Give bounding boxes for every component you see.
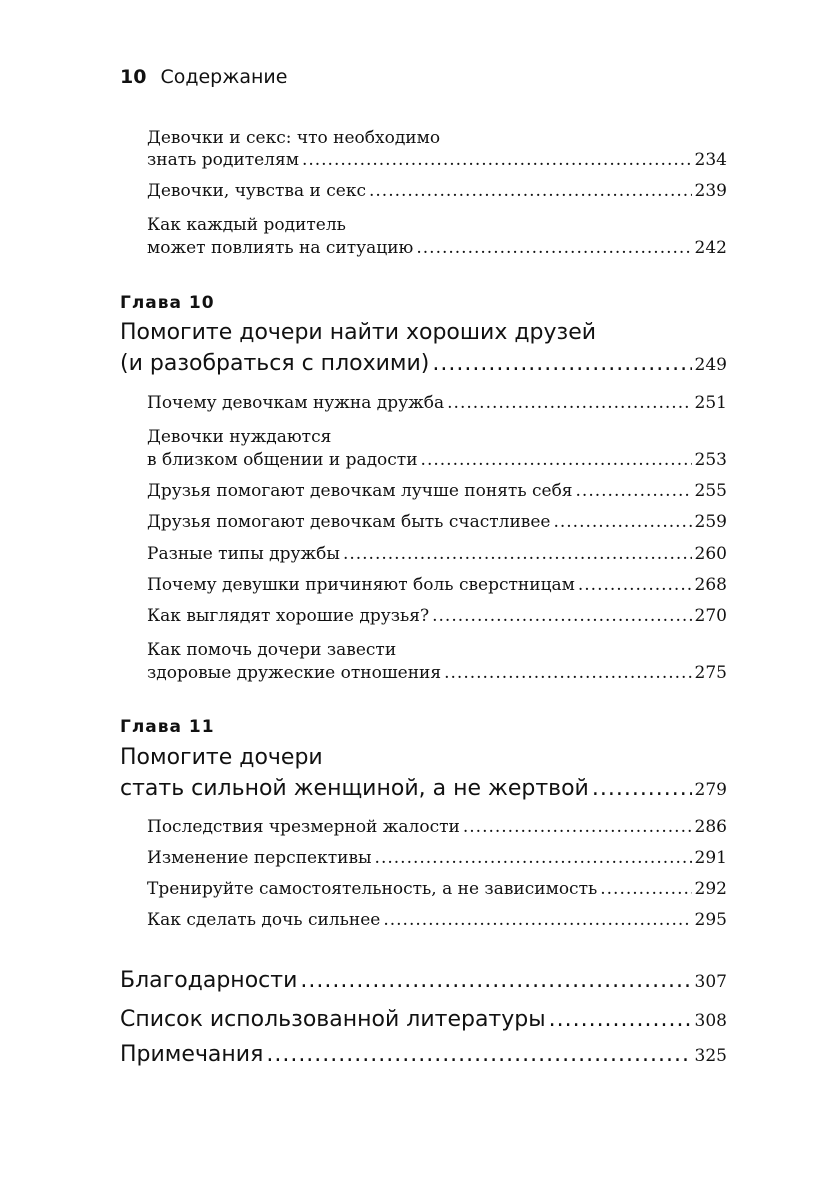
leader-dots (444, 663, 691, 683)
toc-page-number: 295 (694, 910, 727, 930)
leader-dots (343, 544, 692, 564)
running-title: Содержание (160, 66, 288, 88)
toc-entry (147, 238, 727, 268)
leader-dots (369, 181, 692, 201)
toc-entry-text: Девочки и секс: что необходимо (147, 128, 441, 148)
leader-dots (463, 817, 692, 837)
toc-entry (147, 663, 727, 693)
leader-dots (302, 150, 692, 170)
toc-entry-text: Друзья помогают девочкам быть счастливее (147, 512, 551, 532)
toc-entry-text: здоровые дружеские отношения (147, 663, 442, 683)
toc-page-number: 275 (694, 663, 727, 683)
toc-page-number: 291 (694, 848, 727, 868)
leader-dots (266, 1042, 691, 1067)
toc-entry-text: Как сделать дочь сильнее (147, 910, 381, 930)
leader-dots (416, 238, 691, 258)
toc-page-number: 279 (694, 780, 727, 800)
toc-entry-text: может повлиять на ситуацию (147, 238, 414, 258)
chapter-title: Помогите дочери найти хороших друзей (120, 320, 597, 345)
leader-dots (553, 512, 691, 532)
toc-page-number: 268 (694, 575, 727, 595)
toc-page-number: 255 (694, 481, 727, 501)
toc-entry-text: Изменение перспективы (147, 848, 372, 868)
toc-entry (147, 817, 727, 847)
toc-backmatter-entry (120, 968, 727, 998)
toc-page-number: 292 (694, 879, 727, 899)
toc-entry (147, 481, 727, 511)
toc-entry-text: в близком общении и радости (147, 450, 418, 470)
toc-entry (147, 393, 727, 423)
leader-dots (600, 879, 691, 899)
leader-dots (549, 1007, 692, 1032)
toc-entry (147, 879, 727, 909)
toc-page-number: 239 (694, 181, 727, 201)
toc-entry-text: Примечания (120, 1042, 264, 1067)
running-header (120, 66, 287, 94)
toc-entry-text: Почему девушки причиняют боль сверстницам (147, 575, 575, 595)
toc-entry-text: Разные типы дружбы (147, 544, 340, 564)
toc-page-number: 307 (694, 972, 727, 992)
leader-dots (578, 575, 692, 595)
toc-page-number: 308 (694, 1011, 727, 1031)
toc-entry (147, 512, 727, 542)
toc-backmatter-entry (120, 1042, 727, 1072)
leader-dots (447, 393, 691, 413)
toc-entry-text: Девочки нуждаются (147, 427, 332, 447)
chapter-title: (и разобраться с плохими) (120, 351, 430, 376)
toc-page-number: 242 (694, 238, 727, 258)
toc-page-number: 286 (694, 817, 727, 837)
toc-page-number: 251 (694, 393, 727, 413)
leader-dots (375, 848, 692, 868)
toc-page-number: 260 (694, 544, 727, 564)
leader-dots (432, 606, 691, 626)
toc-entry-text: знать родителям (147, 150, 299, 170)
chapter-label: Глава 11 (120, 717, 215, 737)
toc-chapter-entry (120, 351, 727, 381)
toc-entry (147, 848, 727, 878)
toc-entry (147, 150, 727, 180)
toc-entry (147, 450, 727, 480)
toc-entry-text: Как каждый родитель (147, 215, 346, 235)
toc-entry (147, 575, 727, 605)
toc-entry (147, 544, 727, 574)
toc-chapter-entry (120, 776, 727, 806)
leader-dots (432, 351, 691, 376)
toc-entry-text: Друзья помогают девочкам лучше понять себя (147, 481, 573, 501)
toc-page-number: 325 (694, 1046, 727, 1066)
toc-entry-text: Тренируйте самостоятельность, а не зависимость (147, 879, 598, 899)
toc-entry-text: Девочки, чувства и секс (147, 181, 366, 201)
page-number: 10 (120, 66, 147, 88)
toc-page-number: 249 (694, 355, 727, 375)
toc-entry-text: Почему девочкам нужна дружба (147, 393, 445, 413)
toc-entry-text: Как помочь дочери завести (147, 640, 397, 660)
toc-entry-text: Благодарности (120, 968, 298, 993)
toc-entry (147, 606, 727, 636)
toc-page-number: 259 (694, 512, 727, 532)
leader-dots (383, 910, 691, 930)
toc-entry (147, 181, 727, 211)
chapter-label: Глава 10 (120, 293, 215, 313)
toc-page-number: 270 (694, 606, 727, 626)
toc-entry-text: Последствия чрезмерной жалости (147, 817, 460, 837)
leader-dots (300, 968, 691, 993)
leader-dots (592, 776, 692, 801)
toc-entry (147, 910, 727, 940)
toc-page-number: 253 (694, 450, 727, 470)
chapter-title: Помогите дочери (120, 745, 323, 770)
toc-entry-text: Как выглядят хорошие друзья? (147, 606, 430, 626)
toc-entry-text: Список использованной литературы (120, 1007, 546, 1032)
toc-page-number: 234 (694, 150, 727, 170)
chapter-title: стать сильной женщиной, а не жертвой (120, 776, 589, 801)
leader-dots (576, 481, 692, 501)
toc-backmatter-entry (120, 1007, 727, 1037)
leader-dots (421, 450, 692, 470)
